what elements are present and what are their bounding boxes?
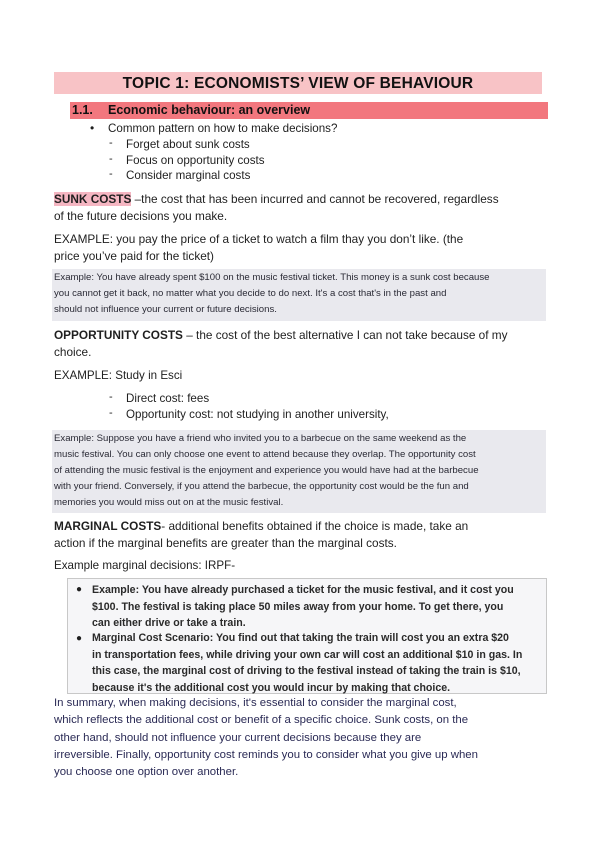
dash-icon: - — [109, 391, 113, 403]
list-item: Example: You have already purchased a ticket for the music festival, and it cost you $100. The festival is taking place 50 miles away from your home. To get there, you can either drive or take a train. — [92, 584, 514, 629]
list-item: Marginal Cost Scenario: You find out that taking the train will cost you an extra $20 in transportation fees, while driving your own car will cost an additional $10 in gas. In this case, the marginal cost of driving to the festival instead of taking the train is $10, because it's the additional cost you would incur by making that choice. — [92, 632, 523, 694]
marginal-example-box — [67, 578, 547, 694]
sunk-example-cont: price you’ve paid for the ticket) — [54, 249, 214, 263]
marginal-term: MARGINAL COSTS — [54, 519, 162, 533]
dash-icon: - — [109, 168, 113, 180]
sunk-example: EXAMPLE: you pay the price of a ticket to watch a film thay you don’t like. (the — [54, 232, 464, 246]
list-item: Forget about sunk costs — [126, 138, 250, 151]
opportunity-example: EXAMPLE: Study in Esci — [54, 369, 183, 382]
dash-icon: - — [109, 407, 113, 419]
marginal-definition-cont: action if the marginal benefits are greater than the marginal costs. — [54, 536, 397, 550]
list-item: Consider marginal costs — [126, 169, 251, 182]
summary-paragraph: In summary, when making decisions, it's essential to consider the marginal cost, which reflects the additional cost or benefit of a specific choice. Sunk costs, on the other hand, should not influence your current decisions because they are irreversible. Finally, opportunity cost reminds you to consider what you give up when you choose one option over another. — [54, 697, 478, 779]
bullet-dot-icon: ● — [76, 584, 83, 595]
page-title: TOPIC 1: ECONOMISTS’ VIEW OF BEHAVIOUR — [54, 72, 542, 94]
sunk-definition: SUNK COSTS –the cost that has been incurred and cannot be recovered, regardless — [54, 192, 499, 206]
overview-bullet: Common pattern on how to make decisions? — [108, 122, 338, 135]
sunk-definition-cont: of the future decisions you make. — [54, 209, 228, 223]
sunk-term: SUNK COSTS — [54, 192, 132, 206]
dash-icon: - — [109, 137, 113, 149]
opportunity-term: OPPORTUNITY COSTS — [54, 328, 183, 342]
list-item: Direct cost: fees — [126, 392, 210, 405]
list-item: Opportunity cost: not studying in another university, — [126, 408, 389, 421]
section-heading — [70, 102, 548, 119]
opportunity-definition-cont: choice. — [54, 345, 92, 359]
dash-icon: - — [109, 153, 113, 165]
marginal-example: Example marginal decisions: IRPF- — [54, 559, 236, 572]
sunk-example-note: Example: You have already spent $100 on the music festival ticket. This money is a sunk cost because you cannot get it back, no matter what you decide to do next. It's a cost that's in the past and should not influence your current or future decisions. — [52, 269, 546, 321]
opportunity-definition: OPPORTUNITY COSTS – the cost of the best alternative I can not take because of my — [54, 328, 508, 342]
list-item: Focus on opportunity costs — [126, 154, 265, 167]
bullet-dot-icon: ● — [76, 633, 83, 644]
section-title: Economic behaviour: an overview — [108, 103, 311, 117]
opportunity-example-note: Example: Suppose you have a friend who invited you to a barbecue on the same weekend as the music festival. You can only choose one event to attend because they overlap. The opportunity cost of attending the music festival is the enjoyment and experience you would have had at the barbecue with your friend. Conversely, if you attend the barbecue, the opportunity cost would be the fun and memories you would miss out on at the music festival. — [52, 430, 546, 513]
bullet-dot-icon: • — [90, 121, 95, 135]
section-number: 1.1. — [72, 103, 93, 117]
marginal-definition: MARGINAL COSTS- additional benefits obtained if the choice is made, take an — [54, 519, 469, 533]
